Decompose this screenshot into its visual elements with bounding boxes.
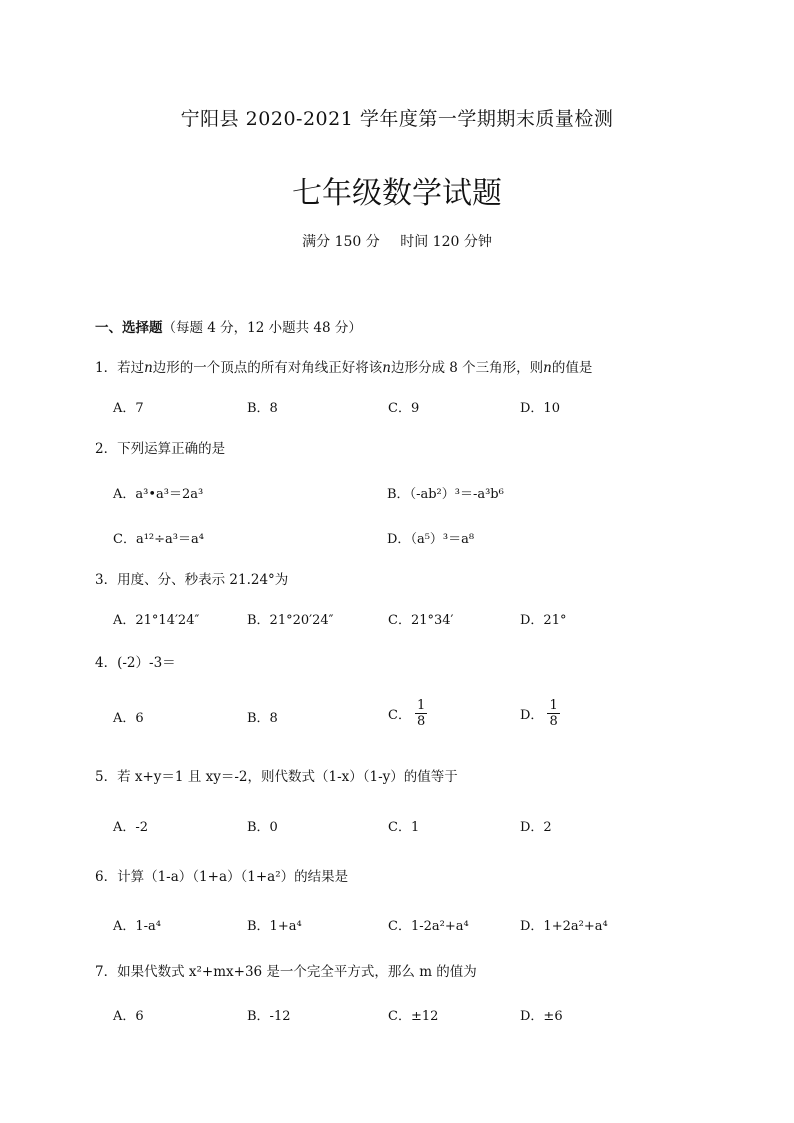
q7-option-a: A．6 bbox=[113, 1009, 144, 1024]
q2-option-a bbox=[113, 483, 203, 502]
fraction bbox=[547, 698, 559, 729]
q3-option-a: A．21°14′24″ bbox=[113, 613, 200, 628]
q2-option-c bbox=[113, 528, 204, 547]
option-label: D． bbox=[387, 532, 411, 547]
section-note: （每题 4 分，12 小题共 48 分） bbox=[162, 320, 362, 336]
q5-option-d: D．2 bbox=[520, 820, 552, 835]
q5-option-a: A．-2 bbox=[113, 820, 149, 835]
option-label: B． bbox=[387, 487, 410, 502]
question-text: 用度、分、秒表示 21.24°为 bbox=[117, 572, 289, 588]
q4-option-b: B．8 bbox=[247, 711, 278, 726]
fraction-numerator: 1 bbox=[416, 698, 426, 713]
question-number: 6． bbox=[95, 869, 118, 885]
question-number: 5． bbox=[95, 769, 118, 785]
q4-option-a: A．6 bbox=[113, 711, 144, 726]
q5-option-c: C．1 bbox=[388, 820, 420, 835]
option-label: D． bbox=[520, 708, 544, 723]
q1-text-4: 的值是 bbox=[551, 360, 593, 376]
q1-var-2: n bbox=[382, 360, 391, 376]
q7-option-d: D．±6 bbox=[520, 1009, 563, 1024]
question-1 bbox=[95, 356, 592, 376]
q2-option-d bbox=[387, 528, 474, 547]
full-marks: 满分 150 分 bbox=[302, 234, 380, 250]
q1-option-a: A．7 bbox=[113, 401, 144, 416]
option-label: C． bbox=[388, 708, 411, 723]
fraction bbox=[415, 698, 427, 729]
question-text: (-2）-3＝ bbox=[117, 655, 176, 671]
question-3 bbox=[95, 568, 288, 588]
question-number: 1． bbox=[95, 360, 118, 376]
q2-c-expression: a¹²÷a³＝a⁴ bbox=[135, 532, 204, 547]
question-text: 下列运算正确的是 bbox=[117, 441, 226, 457]
option-label: A． bbox=[113, 487, 136, 502]
q1-option-b: B．8 bbox=[247, 401, 278, 416]
q6-option-d: D．1+2a²+a⁴ bbox=[520, 919, 608, 934]
question-7 bbox=[95, 960, 477, 980]
q1-text-3: 边形分成 8 个三角形，则 bbox=[391, 360, 544, 376]
q1-option-d: D．10 bbox=[520, 401, 560, 416]
question-4 bbox=[95, 651, 176, 671]
question-text: 计算（1-a）（1+a）（1+a²）的结果是 bbox=[117, 869, 349, 885]
q3-option-d: D．21° bbox=[520, 613, 567, 628]
q2-option-b bbox=[387, 483, 504, 502]
q1-var-3: n bbox=[543, 360, 552, 376]
page-title: 七年级数学试题 bbox=[292, 176, 502, 211]
q3-option-b: B．21°20′24″ bbox=[247, 613, 334, 628]
q5-option-b: B．0 bbox=[247, 820, 278, 835]
q6-option-b: B．1+a⁴ bbox=[247, 919, 302, 934]
q6-option-a: A．1-a⁴ bbox=[113, 919, 162, 934]
question-text: 若 x+y＝1 且 xy＝-2，则代数式（1-x）（1-y）的值等于 bbox=[117, 769, 458, 785]
fraction-numerator: 1 bbox=[549, 698, 558, 713]
q2-b-expression: （-ab²）³＝-a³b⁶ bbox=[409, 487, 504, 502]
question-6 bbox=[95, 865, 348, 885]
question-number: 4． bbox=[95, 655, 118, 671]
q4-option-d bbox=[520, 698, 560, 729]
q6-option-c: C．1-2a²+a⁴ bbox=[388, 919, 469, 934]
exam-header: 宁阳县 2020-2021 学年度第一学期期末质量检测 bbox=[180, 108, 614, 130]
question-5 bbox=[95, 765, 458, 785]
exam-time: 时间 120 分钟 bbox=[400, 234, 492, 250]
q3-option-c: C．21°34′ bbox=[388, 613, 454, 628]
q2-a-expression: a³•a³＝2a³ bbox=[135, 487, 204, 502]
question-number: 3． bbox=[95, 572, 118, 588]
q1-var-1: n bbox=[144, 360, 153, 376]
q4-option-c bbox=[388, 698, 427, 729]
q7-option-c: C．±12 bbox=[388, 1009, 439, 1024]
q1-text-1: 若过 bbox=[117, 360, 145, 376]
option-label: C． bbox=[113, 532, 136, 547]
question-number: 7． bbox=[95, 964, 118, 980]
question-number: 2． bbox=[95, 441, 118, 457]
question-text: 如果代数式 x²+mx+36 是一个完全平方式，那么 m 的值为 bbox=[117, 964, 477, 980]
q1-text-2: 边形的一个顶点的所有对角线正好将该 bbox=[152, 360, 383, 376]
section-title: 一、选择题 bbox=[95, 320, 163, 336]
fraction-denominator: 8 bbox=[549, 714, 558, 729]
fraction-denominator: 8 bbox=[416, 714, 426, 729]
exam-info bbox=[0, 231, 794, 251]
section-heading bbox=[95, 316, 362, 336]
question-2 bbox=[95, 437, 225, 457]
q1-option-c: C．9 bbox=[388, 401, 420, 416]
q7-option-b: B．-12 bbox=[247, 1009, 291, 1024]
q2-d-expression: （a⁵）³＝a⁸ bbox=[410, 532, 475, 547]
